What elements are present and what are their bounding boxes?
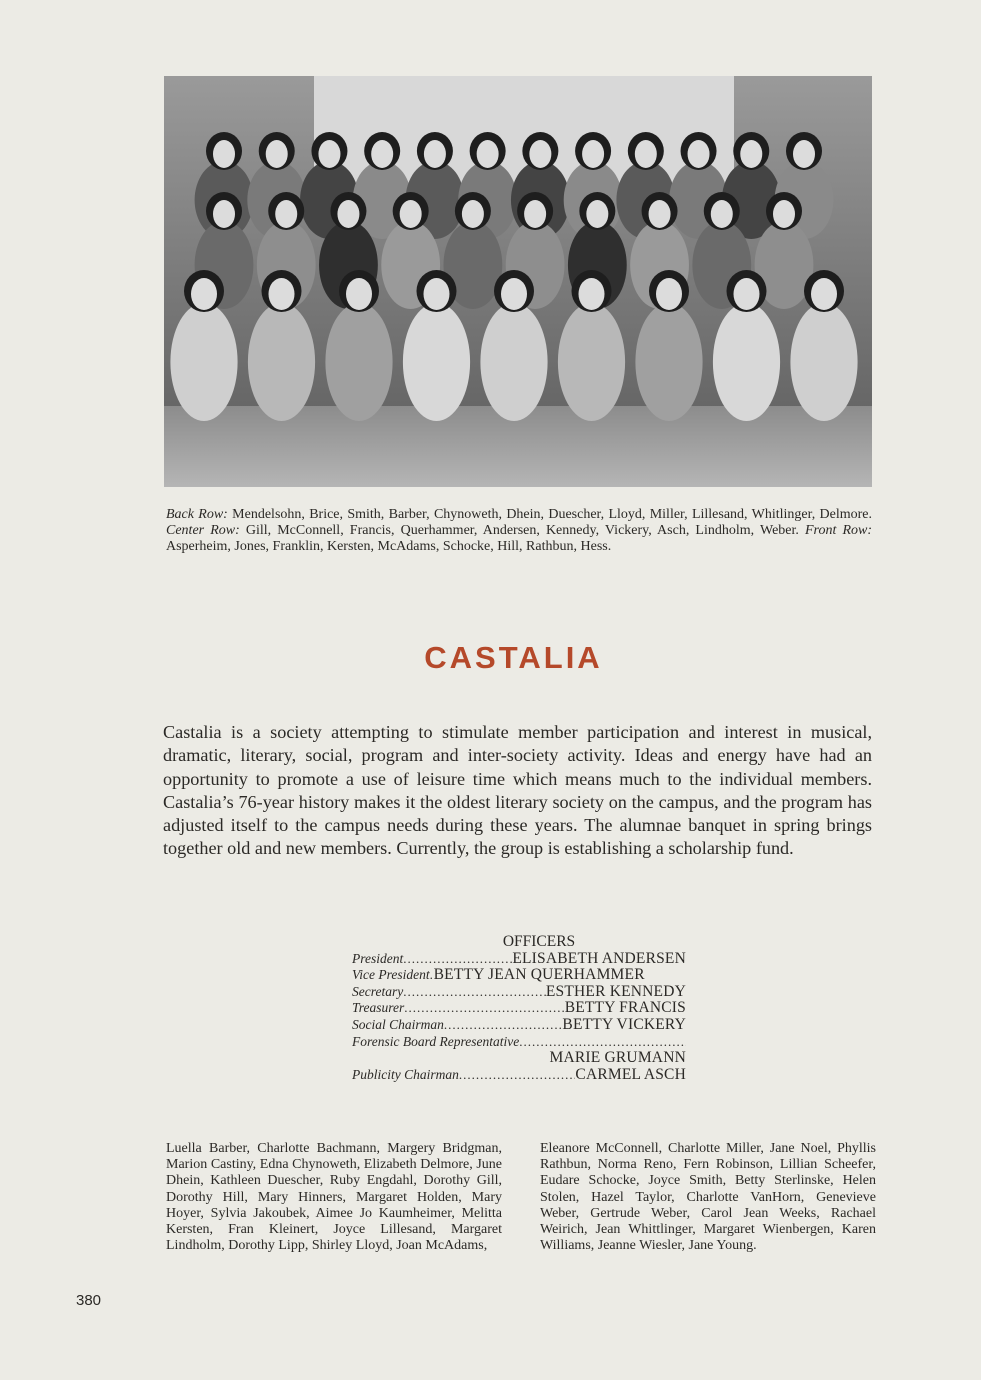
officer-row [352,1017,686,1034]
caption-back-label: Back Row: [166,507,228,522]
officer-role: Secretary [352,983,404,999]
society-description: Castalia is a society attempting to stimulate member participation and interest in musical, dramatic, literary, social, program and inter-society activity. Ideas and energy have had an opportunity to promote a use of leisure time which means much to the individual members. Castalia’s 76-year history makes it the oldest literary society on the campus, and the program has adjusted itself to the campus needs during these years. The alumnae banquet in spring brings together old and new members. Currently, the group is establishing a scholarship fund. [163,722,872,859]
caption-front-label: Front Row: [804,523,872,538]
officer-role: Publicity Chairman [352,1066,459,1082]
officer-role: Forensic Board Representative [352,1033,520,1049]
officer-name: BETTY JEAN QUERHAMMER [433,967,645,984]
page-title: CASTALIA [424,640,603,675]
photo-caption [166,507,872,555]
officers-list [352,934,686,1083]
officer-name: ESTHER KENNEDY [545,983,686,1000]
officer-name: ELISABETH ANDERSEN [512,950,686,967]
caption-front-names: Asperheim, Jones, Franklin, Kersten, McAdams, Schocke, Hill, Rathbun, Hess. [166,539,612,554]
officer-role: President [352,950,404,966]
officer-row [352,1067,686,1084]
officer-row [352,1050,686,1067]
group-photo-image [164,76,872,487]
officer-name: MARIE GRUMANN [549,1050,686,1067]
caption-back-names: Mendelsohn, Brice, Smith, Barber, Chynoweth, Dhein, Duescher, Lloyd, Miller, Lillesand, Whitlinger, Delmore. [227,507,873,522]
officers-heading: OFFICERS [502,933,576,950]
officer-name: BETTY FRANCIS [564,1000,686,1017]
caption-center-label: Center Row: [166,523,240,538]
officer-role: Vice President [352,967,430,983]
members-list-left: Luella Barber, Charlotte Bachmann, Margery Bridgman, Marion Castiny, Edna Chynoweth, Elizabeth Delmore, June Dhein, Kathleen Duescher, Ruby Engdahl, Dorothy Gill, Dorothy Hill, Mary Hinners, Margaret Holden, Mary Hoyer, Sylvia Jakoubek, Aimee Jo Kaumheimer, Melitta Kersten, Fran Kleinert, Joyce Lillesand, Margaret Lindholm, Dorothy Lipp, Shirley Lloyd, Joan McAdams, [166,1141,502,1254]
officer-row [352,1000,686,1017]
officer-row [352,1034,686,1051]
officer-name: BETTY VICKERY [562,1016,686,1033]
officer-role: Social Chairman [352,1016,444,1032]
page-number: 380 [76,1292,102,1309]
officer-name: CARMEL ASCH [575,1066,686,1083]
officer-row [352,951,686,968]
officer-row [352,984,686,1001]
group-photo [164,76,872,487]
officer-role: Treasurer [352,1000,405,1016]
officer-row [352,967,686,984]
caption-center-names: Gill, McConnell, Francis, Querhammer, Andersen, Kennedy, Vickery, Asch, Lindholm, Weber. [239,523,805,538]
members-list-right: Eleanore McConnell, Charlotte Miller, Jane Noel, Phyllis Rathbun, Norma Reno, Fern Robinson, Lillian Scheefer, Eudare Schocke, Joyce Smith, Betty Sterlinske, Helen Stolen, Hazel Taylor, Charlotte VanHorn, Genevieve Weber, Gertrude Weber, Carol Jean Weeks, Rachael Weirich, Jean Whittlinger, Margaret Wienbergen, Karen Williams, Jeanne Wiesler, Jane Young. [540,1141,876,1254]
